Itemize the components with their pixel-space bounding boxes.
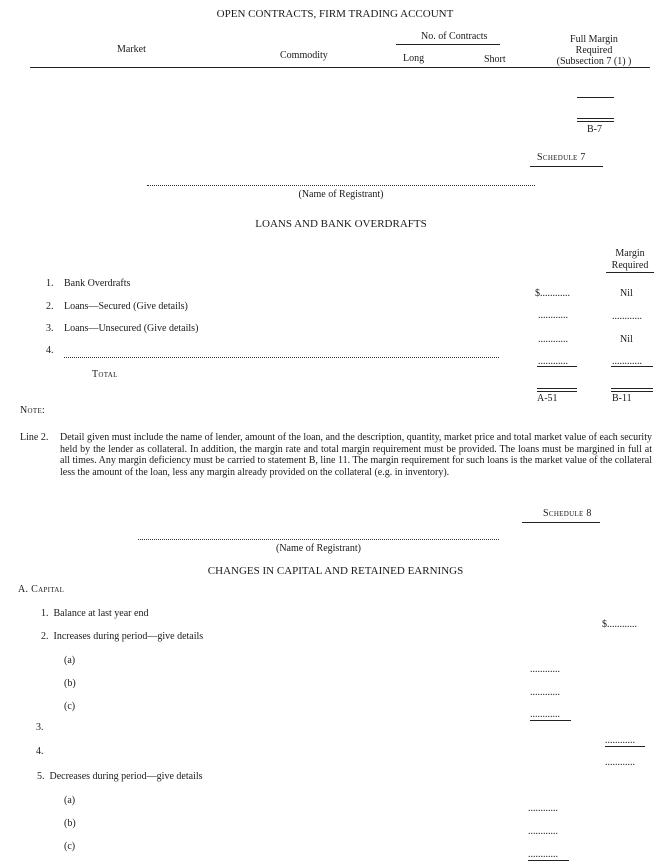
margin-header-1: Margin [615, 248, 645, 259]
ref-b7: B-7 [587, 124, 602, 135]
col-full-margin-1: Full Margin [570, 34, 618, 45]
subtotal-underline [605, 746, 645, 747]
loan-item-margin: ............ [612, 356, 642, 367]
amount-total-line-2 [537, 391, 577, 392]
loan-item-amount: ............ [538, 310, 568, 321]
capital-item-1-amount: $............ [602, 619, 637, 630]
loan-item-margin: ............ [612, 311, 642, 322]
note-text: Detail given must include the name of lender, amount of the loan, and the description, quantity, market price and total market value of each security held by the lender as collateral. In addition, the margin rate and total margin requirement must be provided. The loans must be margined in full at all times. Any margin deficiency must be carried to statement B, line 11. The margin requirement for such loans is the market value of the collateral less the amount of the loan, less any margin already provided on the collateral (e.g. in inventory). [60, 432, 652, 478]
registrant-caption-8: (Name of Registrant) [276, 543, 361, 554]
col-short: Short [484, 54, 506, 65]
sub-item-a: (a) [64, 795, 76, 806]
loan-item-amount: ............ [538, 334, 568, 345]
capital-item-2: 2. Increases during period—give details [41, 631, 204, 642]
note-label: Note: [20, 405, 46, 416]
loan-item-label: Loans—Unsecured (Give details) [64, 323, 199, 334]
loan-item-label: Loans—Secured (Give details) [64, 301, 188, 312]
sub-item-c: (c) [64, 701, 76, 712]
col-market: Market [117, 44, 146, 55]
schedule-7-underline [530, 166, 603, 167]
sub-item-a-amount: ............ [528, 803, 558, 814]
line-label: Line 2. [20, 432, 49, 443]
sub-item-a-amount: ............ [530, 664, 560, 675]
loan-item-4-line[interactable] [64, 357, 499, 358]
no-contracts-underline [396, 44, 500, 45]
amount-total-line-1 [537, 388, 577, 389]
margin-total-line-1 [577, 118, 614, 119]
sub-item-c-amount: ............ [530, 709, 560, 720]
col-no-contracts: No. of Contracts [421, 31, 488, 42]
loan-item-num: 2. [46, 301, 54, 312]
schedule-8-label: Schedule 8 [543, 508, 592, 519]
section-a-capital: A. Capital [18, 584, 65, 595]
sub-item-a: (a) [64, 655, 76, 666]
margin-header-underline [606, 272, 654, 273]
sub-item-b-amount: ............ [530, 687, 560, 698]
sub-item-b-amount: ............ [528, 826, 558, 837]
schedule-7-label: Schedule 7 [537, 152, 586, 163]
ref-a51: A-51 [537, 393, 558, 404]
loan-item-margin: Nil [620, 288, 633, 299]
col-full-margin-2: Required [575, 45, 613, 56]
margin-total-line-2 [577, 121, 614, 122]
capital-item-5: 5. Decreases during period—give details [37, 771, 203, 782]
margin-total-line-1 [611, 388, 653, 389]
capital-item-3: 3. [36, 722, 44, 733]
loan-item-label: Bank Overdrafts [64, 278, 131, 289]
loan-item-margin: Nil [620, 334, 633, 345]
registrant-name-line-7[interactable] [147, 185, 535, 186]
col-full-margin-3: (Subsection 7 (1) ) [556, 56, 632, 67]
capital-item-4-amount: ............ [605, 757, 635, 768]
capital-item-3-amount: ............ [605, 735, 635, 746]
margin-underline [611, 366, 653, 367]
schedule-8-title: CHANGES IN CAPITAL AND RETAINED EARNINGS [207, 565, 464, 577]
increases-underline [530, 720, 571, 721]
schedule-8-underline [522, 522, 600, 523]
open-contracts-title: OPEN CONTRACTS, FIRM TRADING ACCOUNT [216, 8, 454, 20]
capital-item-1: 1. Balance at last year end [41, 608, 149, 619]
loan-item-amount: $............ [535, 288, 570, 299]
loan-item-amount: ............ [538, 356, 568, 367]
sub-item-b: (b) [64, 678, 76, 689]
sub-item-c-amount: ............ [528, 849, 558, 860]
loan-item-num: 1. [46, 278, 54, 289]
sub-item-c: (c) [64, 841, 76, 852]
margin-line [577, 97, 614, 98]
margin-total-line-2 [611, 391, 653, 392]
decreases-underline [528, 860, 569, 861]
schedule-7-title: LOANS AND BANK OVERDRAFTS [255, 218, 427, 230]
ref-b11: B-11 [612, 393, 632, 404]
total-label: Total [92, 369, 118, 380]
margin-header-2: Required [611, 260, 649, 271]
header-rule [30, 67, 650, 68]
registrant-caption-7: (Name of Registrant) [298, 189, 384, 200]
registrant-name-line-8[interactable] [138, 539, 499, 540]
capital-item-4: 4. [36, 746, 44, 757]
col-commodity: Commodity [280, 50, 328, 61]
amount-underline [537, 366, 577, 367]
col-long: Long [403, 53, 425, 64]
loan-item-num: 3. [46, 323, 54, 334]
sub-item-b: (b) [64, 818, 76, 829]
loan-item-num: 4. [46, 345, 54, 356]
